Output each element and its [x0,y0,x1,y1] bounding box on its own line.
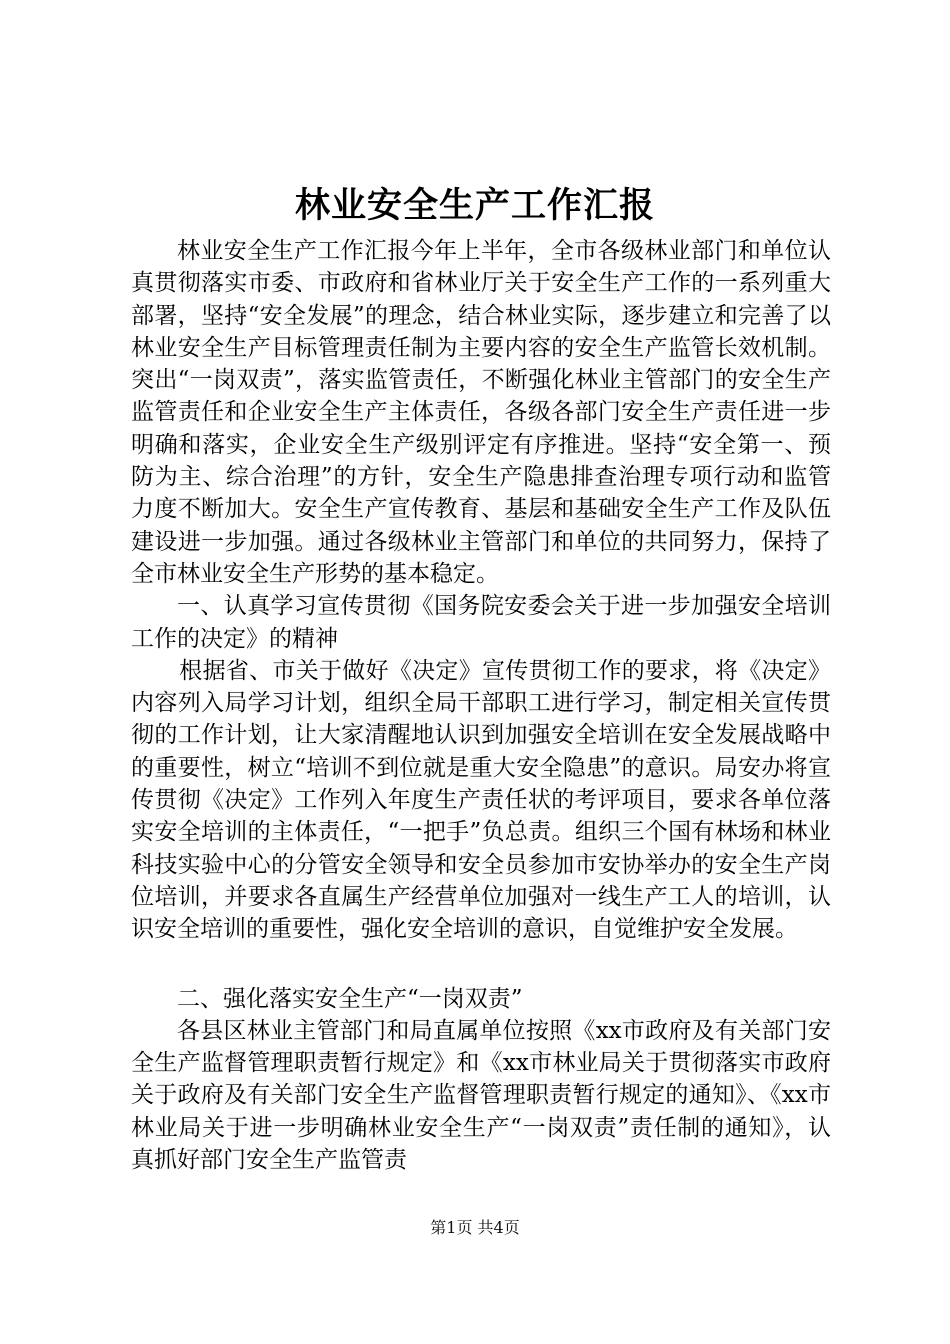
section-1-paragraph: 根据省、市关于做好《决定》宣传贯彻工作的要求，将《决定》内容列入局学习计划，组织全局干部职工进行学习，制定相关宣传贯彻的工作计划，让大家清醒地认识到加强安全培训在安全发展战略中的重要性，树立“培训不到位就是重大安全隐患”的意识。局安办将宣传贯彻《决定》工作列入年度生产责任状的考评项目，要求各单位落实安全培训的主体责任，“一把手”负总责。组织三个国有林场和林业科技实验中心的分管安全领导和安全员参加市安协举办的安全生产岗位培训，并要求各直属生产经营单位加强对一线生产工人的培训，认识安全培训的重要性，强化安全培训的意识，自觉维护安全发展。 [131,657,831,943]
intro-paragraph: 林业安全生产工作汇报今年上半年，全市各级林业部门和单位认真贯彻落实市委、市政府和省林业厅关于安全生产工作的一系列重大部署，坚持“安全发展”的理念，结合林业实际，逐步建立和完善了以林业安全生产目标管理责任制为主要内容的安全生产监管长效机制。突出“一岗双责”，落实监管责任，不断强化林业主管部门的安全生产监管责任和企业安全生产主体责任，各级各部门安全生产责任进一步明确和落实，企业安全生产级别评定有序推进。坚持“安全第一、预防为主、综合治理”的方针，安全生产隐患排查治理专项行动和监管力度不断加大。安全生产宣传教育、基层和基础安全生产工作及队伍建设进一步加强。通过各级林业主管部门和单位的共同努力，保持了全市林业安全生产形势的基本稳定。 [131,238,831,587]
section-heading-1: 一、认真学习宣传贯彻《国务院安委会关于进一步加强安全培训工作的决定》的精神 [131,593,831,652]
document-body [131,235,831,1176]
section-2-paragraph: 各县区林业主管部门和局直属单位按照《xx市政府及有关部门安全生产监督管理职责暂行规定》和《xx市林业局关于贯彻落实市政府关于政府及有关部门安全生产监督管理职责暂行规定的通知》、《xx市林业局关于进一步明确林业安全生产“一岗双责”责任制的通知》，认真抓好部门安全生产监管责 [131,1017,831,1174]
section-heading-2: 二、强化落实安全生产“一岗双责” [177,985,523,1012]
document-title: 林业安全生产工作汇报 [294,185,655,226]
paragraph-spacer [131,946,831,983]
page-number-footer: 第1页 共4页 [430,1218,520,1237]
